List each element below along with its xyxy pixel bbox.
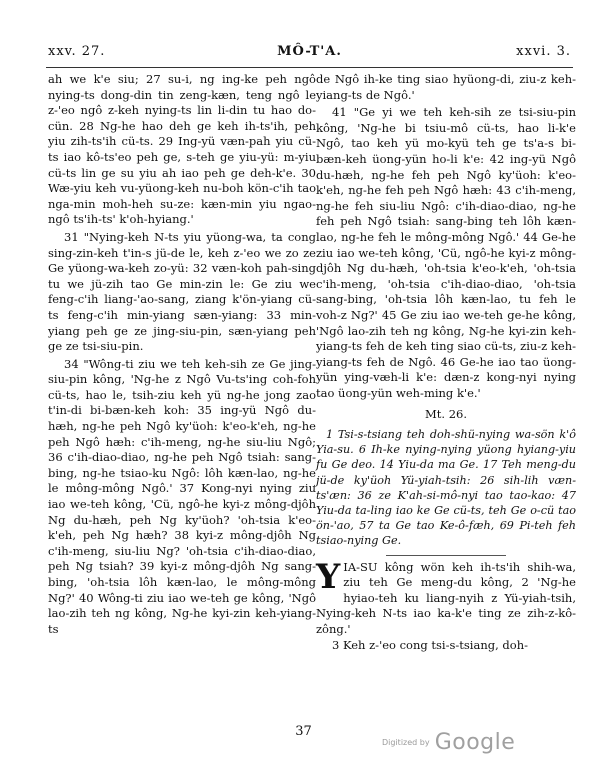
chapter-heading: Mt. 26. bbox=[425, 407, 467, 422]
header-rule bbox=[46, 67, 573, 68]
left-paragraph: ah we k'e siu; 27 su-i, ng ing-ke peh ngô nying-ts dong-din tin zeng-kæn, teng ngô le z-'eo ngô z-keh nying-ts lin li-din tu hao do-cün. 28 Ng-he hao deh ge keh ih-ts'ih, peh yiu zih-ts'ih cü-ts. 29 Ing-yü væn-pah yiu cü-ts iao kô-ts'eo peh ge, s-teh ge yiu-yü: m-yiu cü-ts lin ge su yiu ah iao peh ge deh-k'e. 30 Wæ-yiu keh vu-yüong-keh nu-boh kön-c'ih tao nga-min moh-heh su-ze: kæn-min yiu ngao-ngô ts'ih-ts' k'oh-hyiang.' bbox=[48, 72, 316, 227]
google-logo: Google bbox=[434, 730, 516, 755]
left-column bbox=[48, 72, 316, 637]
opening-paragraph bbox=[316, 556, 576, 638]
left-paragraph: 34 "Wông-ti ziu we teh keh-sih ze Ge jing-siu-pin kông, 'Ng-he z Ngô Vu-ts'ing coh-foh cü-ts, hao le, tsih-ziu keh yü ng-he jong zao t'in-di bi-bæn-keh koh: 35 ing-yü Ngô du-hæh, ng-he peh Ngô ky'üoh: k'eo-k'eh, ng-he peh Ngô hæh: c'ih-meng, ng-he siu-liu Ngô; 36 c'ih-diao-diao, ng-he peh Ngô tsiah: sang-bing, ng-he tsiao-ku Ngô: lôh kæn-lao, ng-he le mông-mông Ngô.' 37 Kong-nyi nying ziu iao we-teh kông, 'Cü, ngô-he kyi-z mông-djôh Ng du-hæh, peh Ng ky'üoh? 'oh-tsia k'eo-k'eh, peh Ng hæh? 38 kyi-z mông-djôh Ng c'ih-meng, siu-liu Ng? 'oh-tsia c'ih-diao-diao, peh Ng tsiah? 39 kyi-z mông-djôh Ng sang-bing, 'oh-tsia lôh kæn-lao, le mông-mông Ng?' 40 Wông-ti ziu iao we-teh ge kông, 'Ngô lao-zih teh ng kông, Ng-he kyi-zin keh-yiang-ts bbox=[48, 356, 316, 636]
drop-cap-letter: Y bbox=[316, 556, 341, 597]
continuation-line: 3 Keh z-'eo cong tsi-s-tsiang, doh- bbox=[332, 637, 528, 652]
chapter-summary: 1 Tsi-s-tsiang teh doh-shü-nying wa-sön k'ô Yia-su. 6 Ih-ke nying-nying yüong hyiang-yiu fu Ge deo. 14 Yiu-da ma Ge. 17 Teh meng-du jü-de ky'üoh Yü-yiah-tsih: 26 sih-lih væn-ts'æn: 36 ze K'ah-si-mô-nyi tao tao-kao: 47 Yiu-da ta-ling iao ke Ge cü-ts, teh Ge o-cü tao ön-'ao, 57 ta Ge tao Ke-ô-fæh, 69 Pi-teh feh tsiao-nying Ge. bbox=[316, 428, 576, 548]
right-paragraph: 41 "Ge yi we teh keh-sih ze tsi-siu-pin kông, 'Ng-he bi tsiu-mô cü-ts, hao li-k'e Ngô, tao keh yü mo-kyü teh ge ts'a-s bi-bæn-keh üong-yün ho-li k'e: 42 ing-yü Ngô du-hæh, ng-he feh peh Ngô ky'üoh: k'eo-k'eh, ng-he feh peh Ngô hæh: 43 c'ih-meng, ng-he feh siu-liu Ngô: c'ih-diao-diao, ng-he feh peh Ngô tsiah: sang-bing teh lôh kæn-lao, ng-he feh le mông-mông Ngô.' 44 Ge-he ziu iao we-teh kông, 'Cü, ngô-he kyi-z mông-djôh Ng du-hæh, 'oh-tsia k'eo-k'eh, 'oh-tsia c'ih-meng, 'oh-tsia c'ih-diao-diao, 'oh-tsia sang-bing, 'oh-tsia lôh kæn-lao, tu feh le voh-z Ng?' 45 Ge ziu iao we-teh ge-he kông, 'Ngô lao-zih teh ng kông, Ng-he kyi-zin keh-yiang-ts feh de keh ting siao cü-ts, ziu-z keh-yiang-ts feh de Ngô. 46 Ge-he iao tao üong-yün ying-væh-li k'e: dæn-z kong-nyi nying tao üong-yün weh-ming k'e.' bbox=[316, 105, 576, 400]
opening-paragraph-text: IA-SU kông wön keh ih-ts'ih shih-wa, ziu teh Ge meng-du kông, 2 'Ng-he hyiao-teh ku liang-nyih z Yü-yiah-tsih, Nying-keh N-ts iao ka-k'e ting ze zih-z-kô-zông.' bbox=[316, 559, 576, 637]
right-paragraph: de Ngô ih-ke ting siao hyüong-di, ziu-z keh-yiang-ts de Ngô.' bbox=[316, 72, 576, 102]
right-column bbox=[316, 72, 576, 653]
page-number: 37 bbox=[295, 724, 312, 739]
header-right-reference: xxvi. 3. bbox=[516, 44, 571, 59]
left-paragraph: 31 "Nying-keh N-ts yiu yüong-wa, ta cong sing-zin-keh t'in-s jü-de le, keh z-'eo we zo ze Ge yüong-wa-keh zo-yü: 32 væn-koh pah-sing tu we jü-zih tao Ge min-zin le: Ge ziu we feng-c'ih liang-'ao-sang, ziang k'ön-yiang cü-ts feng-c'ih min-yiang sæn-yiang: 33 min-yiang peh ge ze jing-siu-pin, sæn-yiang peh ge ze tsi-siu-pin. bbox=[48, 229, 316, 354]
header-left-reference: xxv. 27. bbox=[48, 44, 106, 59]
summary-divider bbox=[386, 555, 506, 556]
running-header bbox=[48, 44, 571, 66]
digitization-watermark bbox=[382, 730, 515, 755]
header-book-title: MÔ-T'A. bbox=[277, 44, 342, 59]
watermark-prefix: Digitized by bbox=[382, 738, 430, 747]
